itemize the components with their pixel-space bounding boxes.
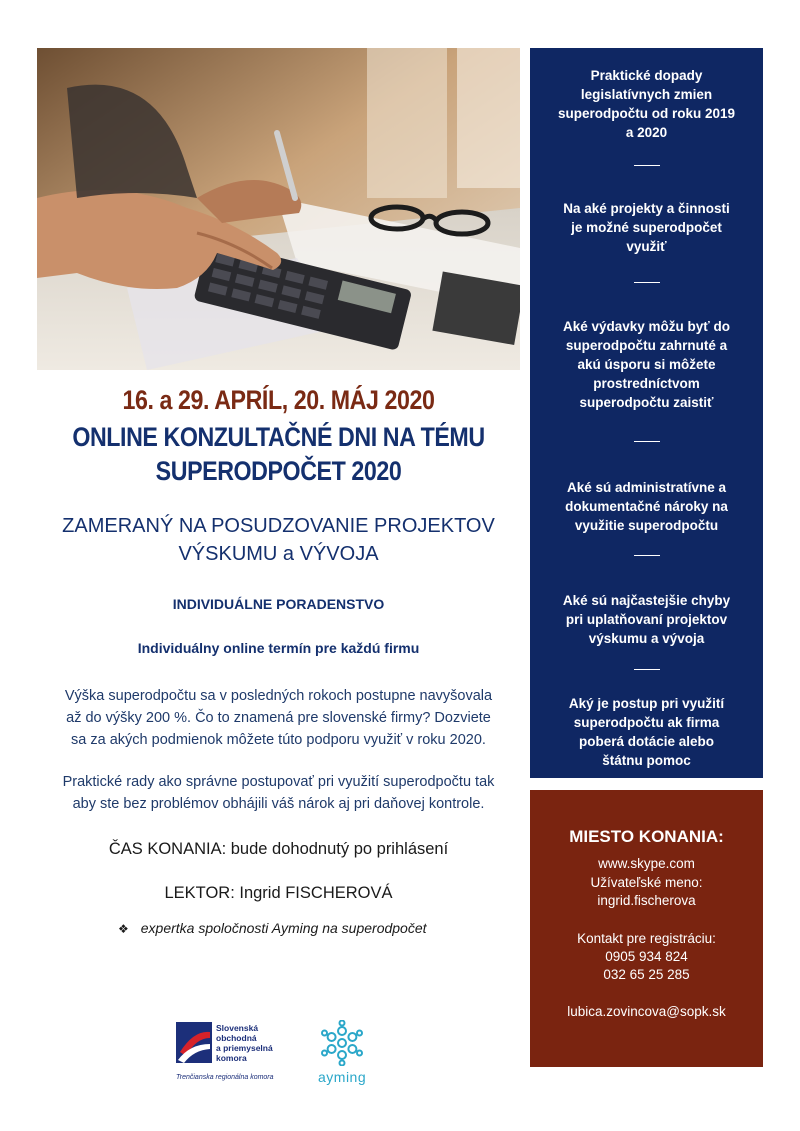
phone-1: 0905 934 824 [605,949,688,964]
event-title-line-2: SUPERODPOČET 2020 [155,456,402,486]
sopk-logo [176,1022,212,1063]
topic-line: Aký je postup pri využití [568,696,725,711]
header-photo [37,48,520,370]
lecturer-note [118,920,427,936]
topic-line: pri uplatňovaní projektov [565,612,728,627]
topic-line: výskumu a vývoja [588,631,705,646]
advice-line: aby ste bez problémov obhájili váš nárok aj pri daňovej kontrole. [72,796,485,812]
intro-line: Výška superodpočtu sa v posledných rokoch postupne navyšovala [64,688,493,704]
topic-line: Aké sú najčastejšie chyby [562,593,731,608]
focus-line-2: VÝSKUMU a VÝVOJA [178,543,379,565]
topic-line: Praktické dopady [590,68,703,83]
logos-footer [176,1022,386,1092]
focus-line-1: ZAMERANÝ NA POSUDZOVANIE PROJEKTOV [62,515,495,537]
topic-line: využitie superodpočtu [574,518,719,533]
lecturer-note-text: expertka spoločnosti Ayming na superodpočet [140,920,427,936]
sopk-line: komora [216,1053,247,1063]
sopk-line: a priemyselná [216,1043,273,1053]
topic-line: Aké výdavky môžu byť do [562,319,731,334]
topic-separator [634,441,660,442]
topic-line: a 2020 [625,125,668,140]
venue-site[interactable]: www.skype.com [598,856,695,871]
username-value: ingrid.fischerova [597,893,696,908]
ayming-snowflake-icon [319,1020,365,1066]
advisory-heading: INDIVIDUÁLNE PORADENSTVO [172,596,385,612]
contact-email[interactable]: lubica.zovincova@sopk.sk [567,1004,726,1019]
topic-line: poberá dotácie alebo [578,734,715,749]
topic-item [542,694,751,770]
topic-separator [634,165,660,166]
phone-2: 032 65 25 285 [603,967,690,982]
event-dates: 16. a 29. APRÍL, 20. MÁJ 2020 [122,385,435,415]
topic-separator [634,669,660,670]
lecturer-name: LEKTOR: Ingrid FISCHEROVÁ [164,884,393,902]
topic-item [542,317,751,412]
online-slot-text: Individuálny online termín pre každú firmu [137,640,420,656]
username-label: Užívateľské meno: [590,875,703,890]
topic-separator [634,555,660,556]
sopk-line: obchodná [216,1033,257,1043]
topic-line: superodpočtu od roku 2019 [557,106,736,121]
topic-line: superodpočtu zahrnuté a [565,338,728,353]
event-time: ČAS KONANIA: bude dohodnutý po prihlásení [108,840,449,858]
topic-line: Aké sú administratívne a [566,480,727,495]
topic-line: legislatívnych zmien [580,87,713,102]
topic-line: využiť [626,239,667,254]
topic-line: prostredníctvom [593,376,700,391]
intro-paragraph [37,685,520,751]
advice-line: Praktické rady ako správne postupovať pri využití superodpočtu tak [62,774,495,790]
sopk-swoosh-icon [176,1022,212,1063]
intro-line: sa za akých podmienok môžete túto podporu využiť v roku 2020. [71,732,486,748]
venue-box [530,790,763,1067]
contact-label: Kontakt pre registráciu: [577,931,716,946]
topic-separator [634,282,660,283]
topic-line: štátnu pomoc [602,753,691,768]
event-title-line-1: ONLINE KONZULTAČNÉ DNI NA TÉMU [72,422,485,452]
sopk-line: Slovenská [216,1023,259,1033]
topic-line: je možné superodpočet [571,220,722,235]
topic-item [542,199,751,256]
sopk-name [216,1023,273,1063]
intro-line: až do výšky 200 %. Čo to znamená pre slovenské firmy? Dozviete [66,710,491,726]
diamond-bullet-icon: ❖ [118,922,129,936]
topic-line: superodpočtu zaistiť [579,395,714,410]
topic-line: akú úsporu si môžete [577,357,716,372]
topic-item [542,591,751,648]
calculator-photo [37,48,520,370]
topic-item [542,478,751,535]
venue-title: MIESTO KONANIA: [569,827,724,846]
sopk-subtitle: Trenčianska regionálna komora [176,1074,274,1081]
topic-line: Na aké projekty a činnosti [563,201,730,216]
topic-line: dokumentačné nároky na [565,499,728,514]
ayming-wordmark: ayming [318,1069,367,1085]
advice-paragraph [37,771,520,815]
topic-line: superodpočtu ak firma [573,715,720,730]
topic-item [542,66,751,142]
topics-sidebar [530,48,763,778]
